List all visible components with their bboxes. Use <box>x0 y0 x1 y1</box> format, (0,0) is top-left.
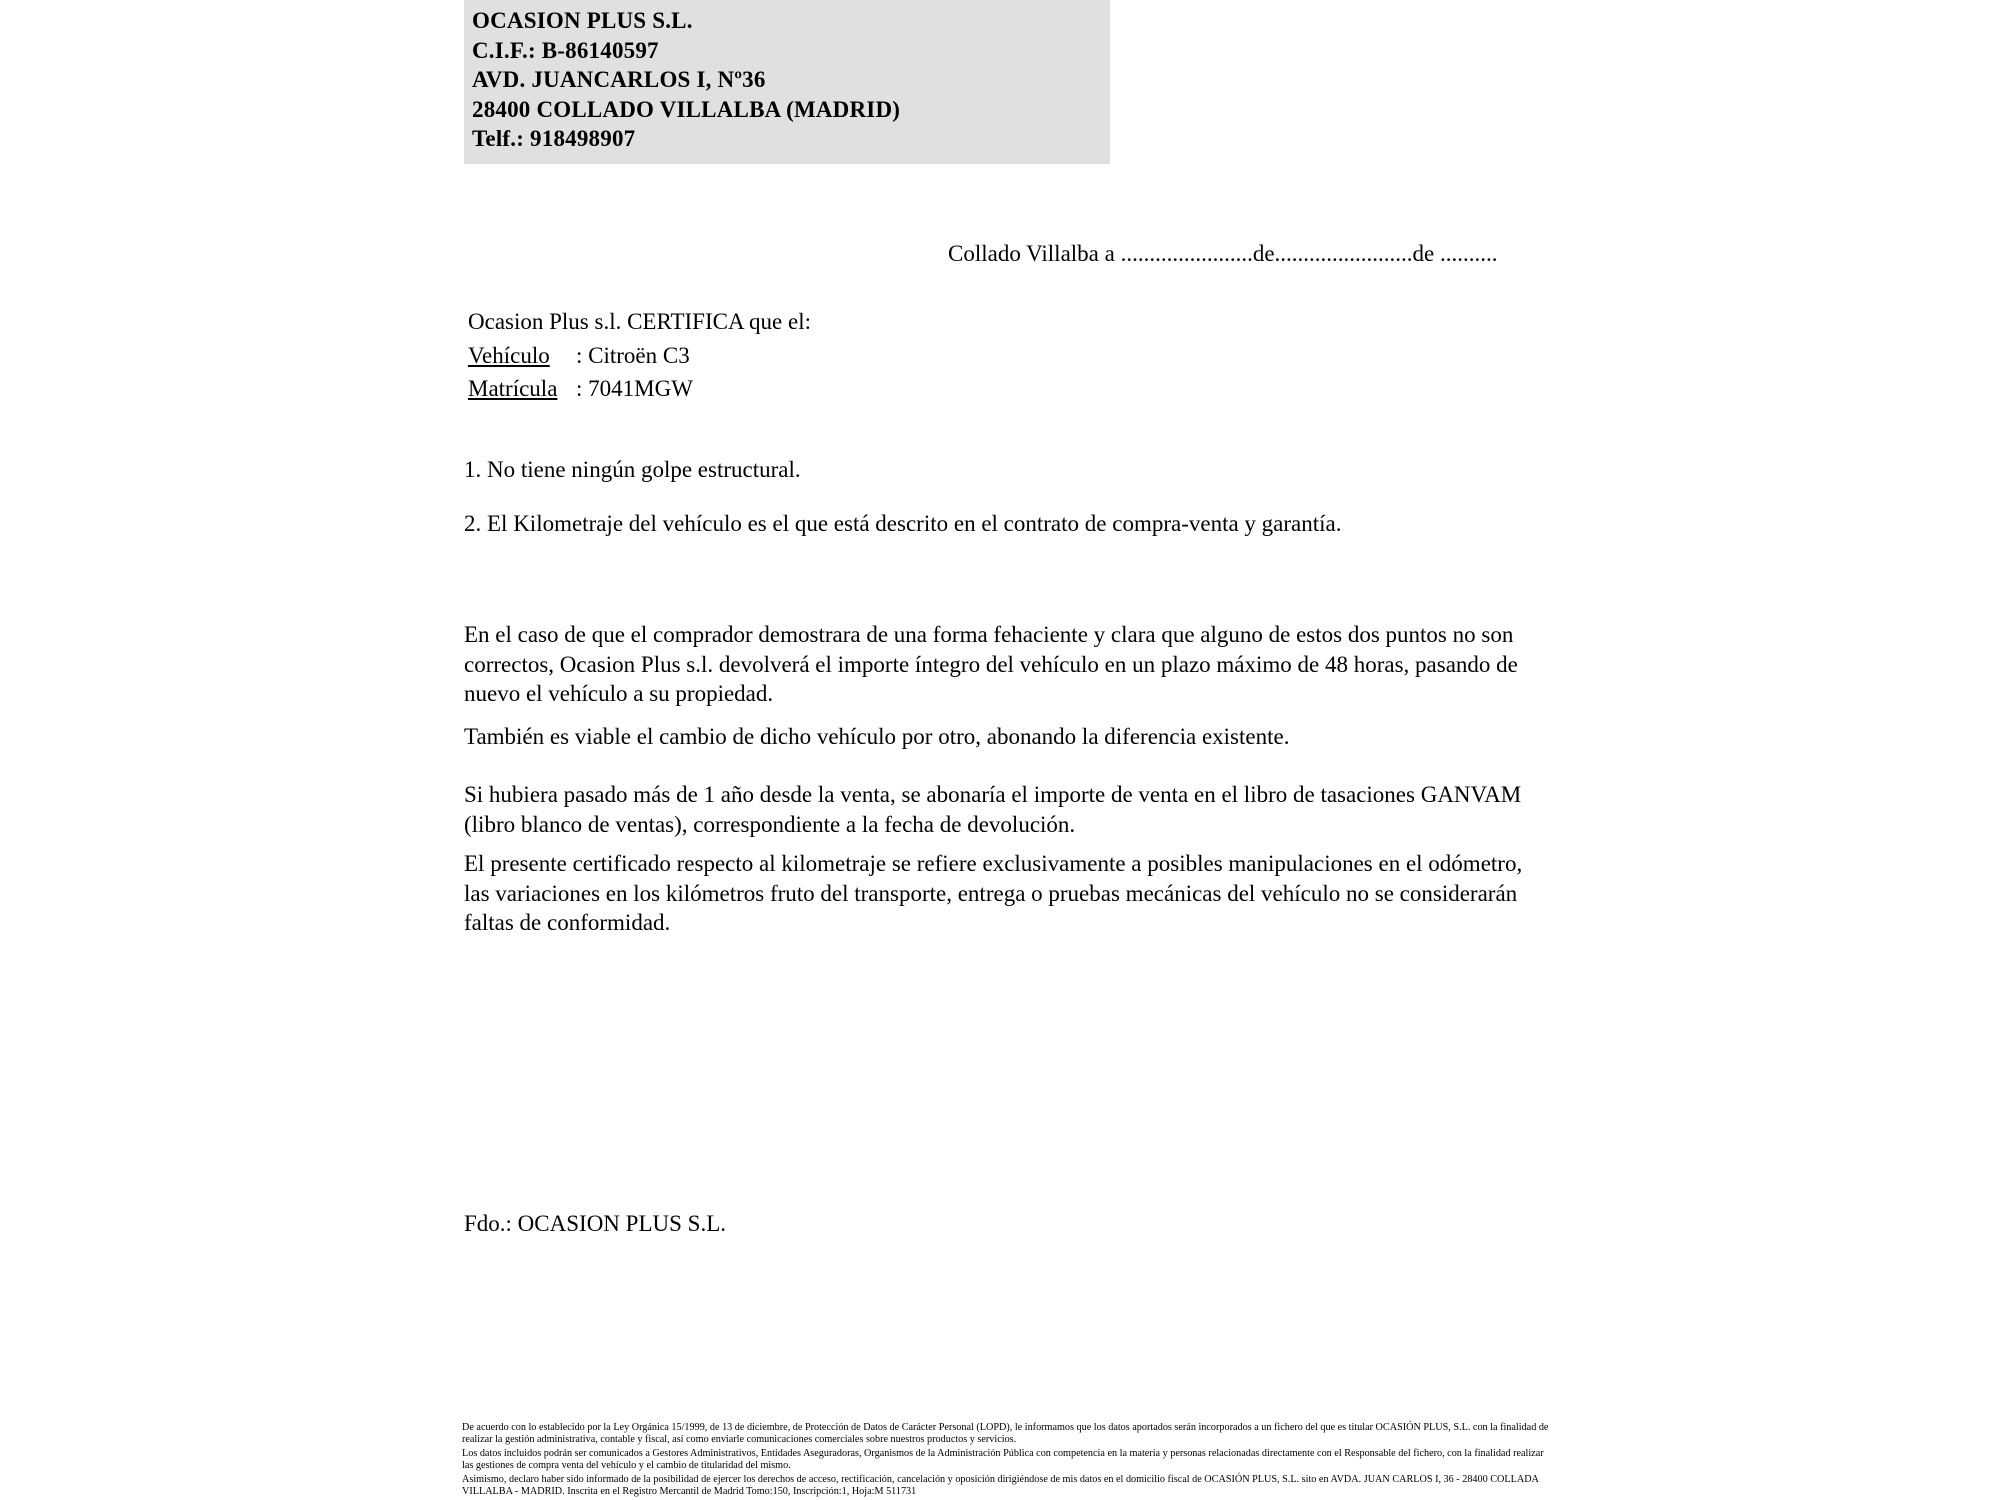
vehicle-field-value: Citroën C3 <box>588 342 690 368</box>
signature-line: Fdo.: OCASION PLUS S.L. <box>464 1211 726 1236</box>
legal-footer-paragraph-2: Los datos incluidos podrán ser comunicados a Gestores Administrativos, Entidades Aseguradoras, Organismos de la Administración Pública con competencia en la materia y personas relacionadas directamente con el Responsable del fichero, con la finalidad realizar las gestiones de compra venta del vehículo y el cambio de titularidad del mismo. <box>462 1447 1544 1472</box>
certification-intro: Ocasion Plus s.l. CERTIFICA que el: <box>468 309 811 334</box>
certification-block <box>468 305 811 406</box>
certification-point-2: 2. El Kilometraje del vehículo es el que está descrito en el contrato de compra-venta y garantía. <box>464 511 1342 536</box>
legal-footer-paragraph-1: De acuerdo con lo establecido por la Ley Orgánica 15/1999, de 13 de diciembre, de Protección de Datos de Carácter Personal (LOPD), le informamos que los datos aportados serán incorporados a un fichero del que es titular OCASIÓN PLUS, S.L. con la finalidad de realizar la gestión administrativa, contable y fiscal, así como enviarle comunicaciones comerciales sobre nuestros productos y servicios. <box>462 1422 1549 1446</box>
letterhead-city: 28400 COLLADO VILLALBA (MADRID) <box>472 96 901 122</box>
letterhead-company-name: OCASION PLUS S.L. <box>472 8 693 33</box>
date-line: Collado Villalba a .......................de........................de .......... <box>948 241 1498 266</box>
legal-footer <box>462 1422 1552 1499</box>
vehicle-field-label: Vehículo <box>468 342 550 368</box>
certification-point-1: 1. No tiene ningún golpe estructural. <box>464 457 801 482</box>
letterhead-cif: C.I.F.: B-86140597 <box>472 37 659 63</box>
letterhead-phone: Telf.: 918498907 <box>472 126 636 151</box>
legal-footer-paragraph-3: Asimismo, declaro haber sido informado de la posibilidad de ejercer los derechos de acceso, rectificación, cancelación y oposición dirigiéndose de mis datos en el domicilio fiscal de OCASIÓN PLUS, S.L. sito en AVDA. JUAN CARLOS I, 36 - 28400 COLLADA VILLALBA - MADRID. Inscrita en el Registro Mercantil de Madrid Tomo:150, Inscripción:1, Hoja:M 511731 <box>462 1473 1539 1498</box>
plate-field-label: Matrícula <box>468 376 558 401</box>
body-paragraph-3: Si hubiera pasado más de 1 año desde la venta, se abonaría el importe de venta en el libro de tasaciones GANVAM (libro blanco de ventas), correspondiente a la fecha de devolución. <box>464 782 1522 837</box>
letterhead-address: AVD. JUANCARLOS I, Nº36 <box>472 67 766 92</box>
body-paragraph-4: El presente certificado respecto al kilometraje se refiere exclusivamente a posibles manipulaciones en el odómetro, las variaciones en los kilómetros fruto del transporte, entrega o pruebas mecánicas del vehículo no se considerarán faltas de conformidad. <box>464 851 1523 935</box>
plate-field-separator: : <box>576 376 583 401</box>
plate-field-value: 7041MGW <box>588 376 693 401</box>
letterhead-block <box>464 0 1110 164</box>
body-paragraph-1: En el caso de que el comprador demostrara de una forma fehaciente y clara que alguno de estos dos puntos no son correctos, Ocasion Plus s.l. devolverá el importe íntegro del vehículo en un plazo máximo de 48 horas, pasando de nuevo el vehículo a su propiedad. <box>464 622 1518 706</box>
plate-field-row <box>468 372 811 406</box>
vehicle-field-separator: : <box>576 342 583 368</box>
body-paragraph-2: También es viable el cambio de dicho vehículo por otro, abonando la diferencia existente. <box>464 724 1290 749</box>
vehicle-field-row <box>468 339 811 373</box>
